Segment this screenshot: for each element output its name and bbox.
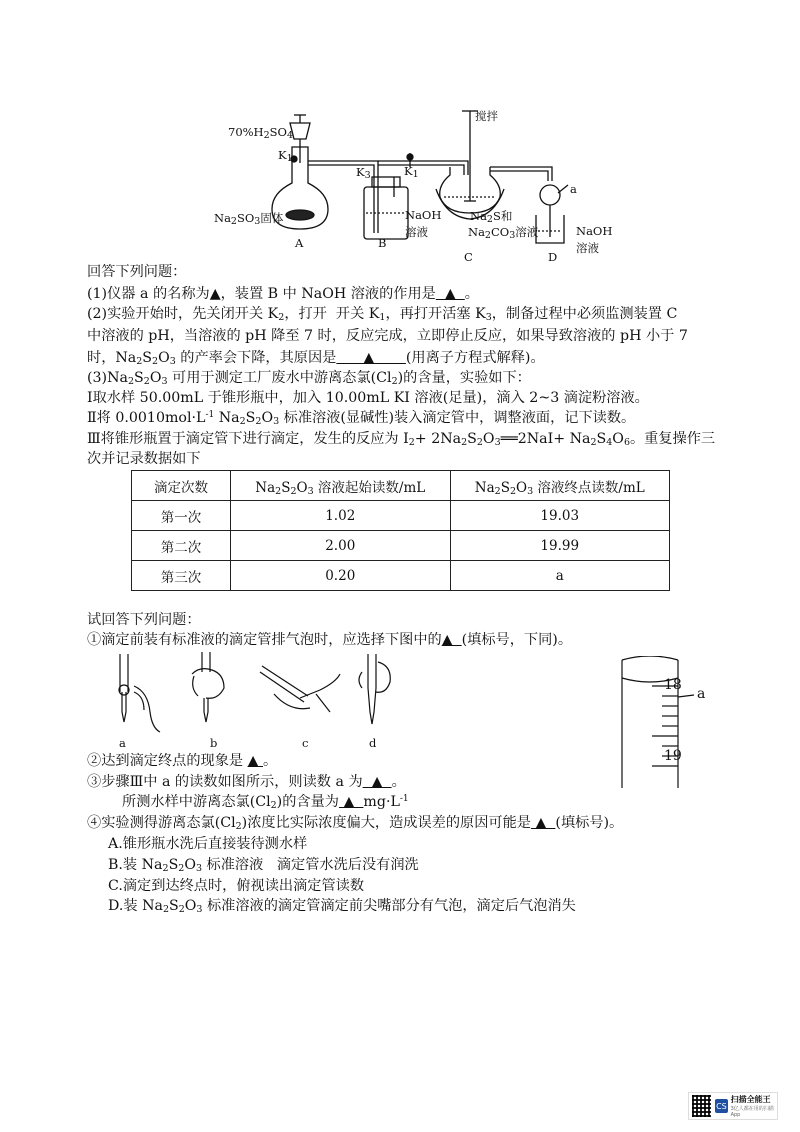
option-b-label: b [210, 736, 218, 750]
table-cell: 1.02 [231, 501, 451, 531]
ball-a-label: a [570, 182, 577, 196]
table-row [132, 561, 670, 591]
step1-line: Ⅰ取水样 50.00mL 于锥形瓶中，加入 10.00mL KI 溶液(足量)，滴入 2~3 滴淀粉溶液。 [87, 390, 649, 406]
brand-text [731, 1094, 777, 1118]
sub-intro-line: 试回答下列问题： [87, 612, 201, 628]
table-cell: 第二次 [132, 531, 231, 561]
intro-line: 回答下列问题： [87, 264, 187, 280]
table-cell: a [450, 561, 670, 591]
table-cell: 第一次 [132, 501, 231, 531]
table-header-row [132, 471, 670, 501]
q2-line-3: 时，$Na_2S_2O_3$ 的产率会下降，其原因是 ▲ (用离子方程式解释)。 [87, 350, 545, 367]
solution-b-label: 溶液 [405, 225, 428, 239]
table-cell: 19.99 [450, 531, 670, 561]
table-header: $Na_2S_2O_3$ 溶液终点读数/mL [450, 471, 670, 501]
acid-label: $70\%H_2SO_4$ [228, 125, 293, 141]
stir-label: 搅拌 [475, 109, 498, 123]
solution-d-label: 溶液 [576, 241, 599, 255]
s1-line: ①滴定前装有标准液的滴定管排气泡时，应选择下图中的▲ (填标号，下同)。 [87, 632, 573, 648]
k3-label: $K_3$ [356, 165, 371, 181]
burette-marker-a: a [697, 686, 706, 702]
label-A: A [295, 236, 304, 250]
step3-line-2: 次并记录数据如下 [87, 451, 201, 467]
option-D: D.装 $Na_2S_2O_3$ 标准溶液的滴定管滴定前尖嘴部分有气泡，滴定后气泡消失 [108, 898, 576, 915]
option-d-label: d [369, 736, 377, 750]
table-cell: 19.03 [450, 501, 670, 531]
s3b-line: 所测水样中游离态氯$(Cl_2)$的含量为 ▲ $mg\cdot L^{-1}$ [122, 794, 409, 811]
label-C: C [464, 250, 473, 264]
naoh-d-label: NaOH [576, 224, 613, 238]
table-cell: 0.20 [231, 561, 451, 591]
burette-reading-figure [618, 656, 698, 790]
table-header: 滴定次数 [132, 471, 231, 501]
naoh-b-label: NaOH [405, 208, 442, 222]
brand-name: 扫描全能王 [730, 1095, 771, 1104]
step2-line: Ⅱ将 $0.0010mol\cdot L^{-1}$ $Na_2S_2O_3$ 标准溶液(显碱性)装入滴定管中，调整液面，记下读数。 [87, 410, 636, 427]
label-D: D [548, 250, 558, 264]
label-B: B [378, 236, 387, 250]
burette-mark-19: 19 [664, 748, 682, 764]
table-row [132, 501, 670, 531]
camscanner-logo-icon: CS [715, 1099, 727, 1113]
brand-tagline: 3亿人都在用的扫描App [730, 1106, 774, 1118]
table-header: $Na_2S_2O_3$ 溶液起始读数/mL [231, 471, 451, 501]
table-cell: 2.00 [231, 531, 451, 561]
option-a-label: a [119, 736, 126, 750]
table-cell: 第三次 [132, 561, 231, 591]
q3-line-1: $(3)Na_2S_2O_3$ 可用于测定工厂废水中游离态氯$(Cl_2)$的含量，实验如下： [87, 370, 531, 387]
qr-code-icon [692, 1095, 711, 1117]
na2so3-label: $Na_2SO_3$固体 [214, 211, 284, 227]
titration-table [131, 470, 670, 591]
burette-options-figure [100, 652, 400, 738]
scanner-watermark [688, 1092, 778, 1120]
option-c-label: c [302, 736, 309, 750]
q1-line: (1)仪器 a 的名称为▲，装置 B 中 NaOH 溶液的作用是 ▲ 。 [87, 286, 479, 302]
s2-line: ②达到滴定终点的现象是 ▲ 。 [87, 753, 278, 769]
q2-line-2: 中溶液的 pH，当溶液的 pH 降至 7 时，反应完成，立即停止反应，如果导致溶液的 pH 小于 7 [87, 328, 688, 344]
option-A: A.锥形瓶水洗后直接装待测水样 [108, 836, 308, 852]
s4-line: ④实验测得游离态氯$(Cl_2)$浓度比实际浓度偏大，造成误差的原因可能是 ▲ (填标号)。 [87, 815, 624, 832]
q2-line-1: (2)实验开始时，先关闭开关 $K_2$，打开 开关 $K_1$，再打开活塞 $K_3$，制备过程中必须监测装置 C [87, 306, 678, 323]
k1-label: $K_1$ [278, 148, 293, 164]
burette-mark-18: 18 [664, 677, 682, 693]
option-C: C.滴定到达终点时，俯视读出滴定管读数 [108, 878, 365, 894]
k1b-label: $K_1$ [404, 164, 419, 180]
s3-line: ③步骤Ⅲ中 a 的读数如图所示，则读数 a 为 ▲ 。 [87, 774, 406, 790]
option-B: B.装 $Na_2S_2O_3$ 标准溶液 滴定管水洗后没有润洗 [108, 857, 419, 874]
na2s-label: $Na_2S$和 [470, 209, 513, 225]
na2co3-label: $Na_2CO_3$溶液 [468, 225, 539, 241]
step3-line-1: Ⅲ将锥形瓶置于滴定管下进行滴定，发生的反应为 $I_2+$ $2Na_2S_2O_3══2NaI+ Na_2S_4O_6$。重复操作三 [87, 431, 716, 448]
table-row [132, 531, 670, 561]
